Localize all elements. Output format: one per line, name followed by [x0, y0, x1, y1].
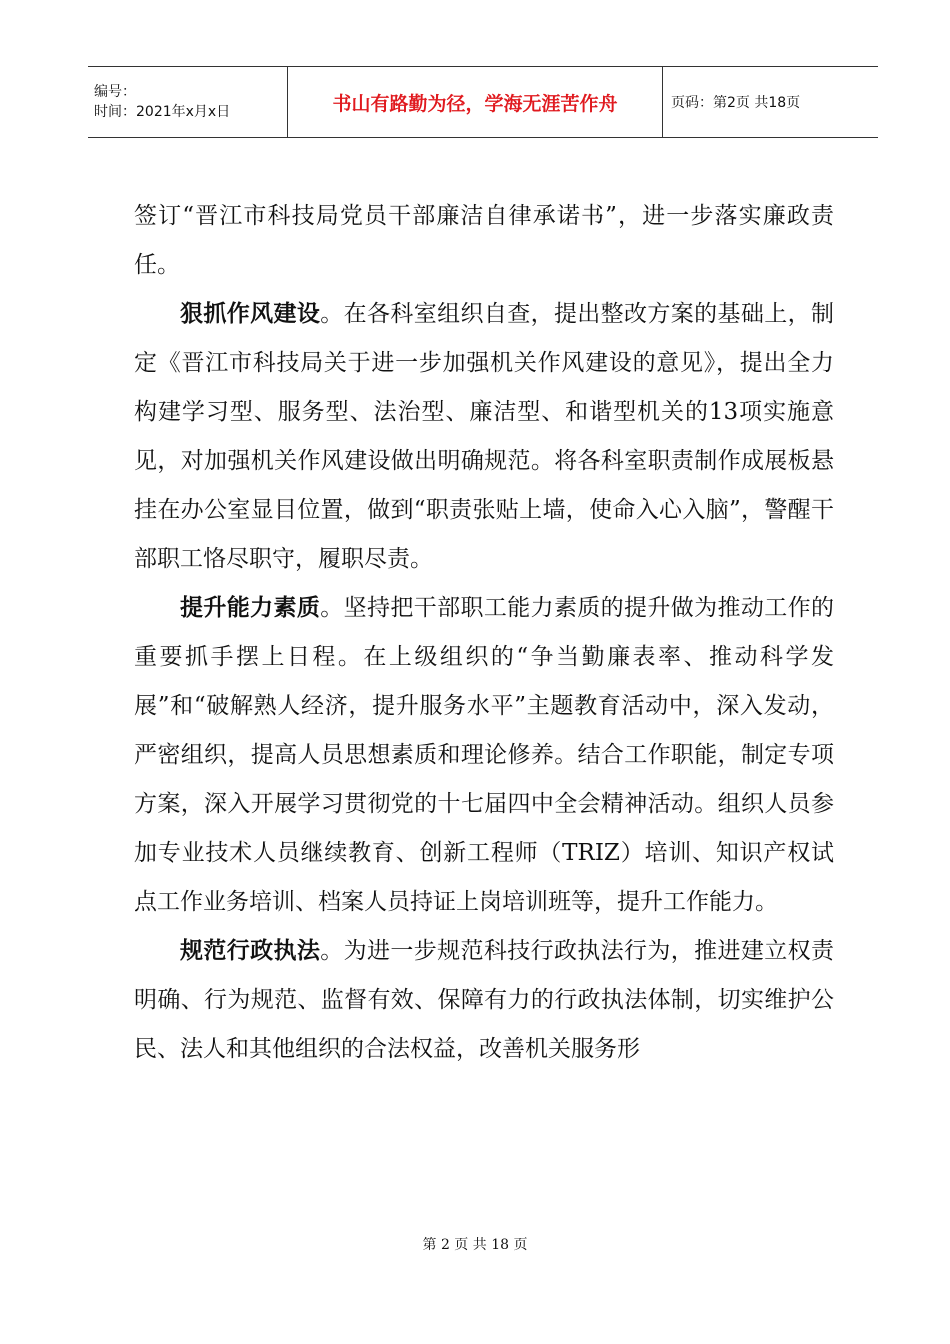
page-header	[88, 66, 878, 138]
page-footer: 第 2 页 共 18 页	[422, 1237, 528, 1253]
paragraph-1: 签订“晋江市科技局党员干部廉洁自律承诺书”，进一步落实廉政责任。	[134, 203, 834, 278]
paragraph-4	[134, 927, 834, 1074]
paragraph-2-heading: 狠抓作风建设	[180, 301, 321, 327]
paragraph-3-heading: 提升能力素质	[180, 595, 321, 621]
paragraph-4-text: 。为进一步规范科技行政执法行为，推进建立权责明确、行为规范、监督有效、保障有力的行政执法体制，切实维护公民、法人和其他组织的合法权益，改善机关服务形	[134, 938, 835, 1062]
number-label: 编号：	[94, 84, 136, 100]
paragraph-2-text: 。在各科室组织自查，提出整改方案的基础上，制定《晋江市科技局关于进一步加强机关作风建设的意见》，提出全力构建学习型、服务型、法治型、廉洁型、和谐型机关的13项实施意见，对加强机关作风建设做出明确规范。将各科室职责制作成展板悬挂在办公室显目位置，做到“职责张贴上墙，使命入心入脑”，警醒干部职工恪尽职守，履职尽责。	[134, 301, 835, 572]
document-body	[134, 192, 834, 1074]
paragraph-4-heading: 规范行政执法	[180, 938, 321, 964]
header-meta	[88, 67, 288, 137]
header-page-label: 页码：第2页 共18页	[671, 95, 801, 111]
header-motto: 书山有路勤为径，学海无涯苦作舟	[288, 67, 663, 137]
paragraph-3	[134, 584, 834, 927]
time-label: 时间：2021年x月x日	[94, 104, 231, 120]
paragraph-3-text: 。坚持把干部职工能力素质的提升做为推动工作的重要抓手摆上日程。在上级组织的“争当勤廉表率、推动科学发展”和“破解熟人经济，提升服务水平”主题教育活动中，深入发动，严密组织，提高人员思想素质和理论修养。结合工作职能，制定专项方案，深入开展学习贯彻党的十七届四中全会精神活动。组织人员参加专业技术人员继续教育、创新工程师（TRIZ）培训、知识产权试点工作业务培训、档案人员持证上岗培训班等，提升工作能力。	[134, 595, 835, 915]
paragraph-2	[134, 290, 834, 584]
